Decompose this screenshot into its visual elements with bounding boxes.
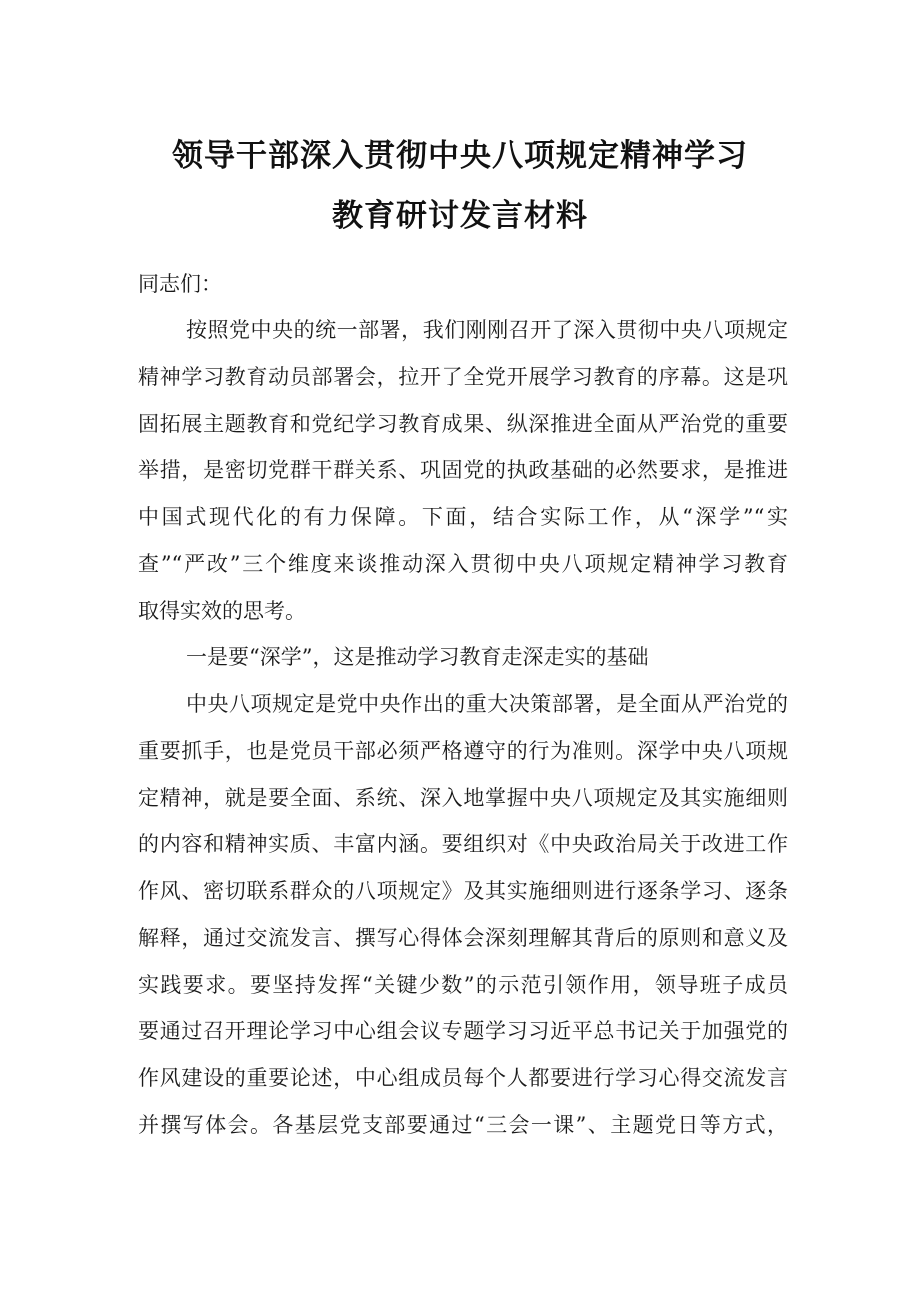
paragraph-1-line: 精神学习教育动员部署会，拉开了全党开展学习教育的序幕。这是巩 <box>138 365 788 389</box>
paragraph-1-line: 举措，是密切党群干群关系、巩固党的执政基础的必然要求，是推进 <box>138 458 788 482</box>
paragraph-2-line: 实践要求。要坚持发挥“关键少数”的示范引领作用，领导班子成员 <box>138 973 788 997</box>
paragraph-2-line: 解释，通过交流发言、撰写心得体会深刻理解其背后的原则和意义及 <box>138 926 788 950</box>
salutation: 同志们： <box>138 272 222 296</box>
paragraph-2-line: 定精神，就是要全面、系统、深入地掌握中央八项规定及其实施细则 <box>138 786 788 810</box>
paragraph-2-line: 作风建设的重要论述，中心组成员每个人都要进行学习心得交流发言 <box>138 1066 788 1090</box>
paragraph-2-line: 中央八项规定是党中央作出的重大决策部署，是全面从严治党的 <box>186 692 788 716</box>
section-heading-1: 一是要“深学”，这是推动学习教育走深走实的基础 <box>186 645 649 669</box>
paragraph-1-line: 中国式现代化的有力保障。下面，结合实际工作，从“深学”“实 <box>138 505 788 529</box>
paragraph-1-line: 查”“严改”三个维度来谈推动深入贯彻中央八项规定精神学习教育 <box>138 552 788 576</box>
paragraph-1-line: 按照党中央的统一部署，我们刚刚召开了深入贯彻中央八项规定 <box>186 318 788 342</box>
paragraph-2-line: 并撰写体会。各基层党支部要通过“三会一课”、主题党日等方式， <box>138 1113 788 1137</box>
paragraph-2-line: 重要抓手，也是党员干部必须严格遵守的行为准则。深学中央八项规 <box>138 739 788 763</box>
paragraph-2-line: 作风、密切联系群众的八项规定》及其实施细则进行逐条学习、逐条 <box>138 879 788 903</box>
paragraph-1-line: 取得实效的思考。 <box>138 599 306 623</box>
paragraph-2-line: 要通过召开理论学习中心组会议专题学习习近平总书记关于加强党的 <box>138 1019 788 1043</box>
document-title-line-2: 教育研讨发言材料 <box>332 198 588 234</box>
document-title-line-1: 领导干部深入贯彻中央八项规定精神学习 <box>172 138 748 174</box>
paragraph-1-line: 固拓展主题教育和党纪学习教育成果、纵深推进全面从严治党的重要 <box>138 412 788 436</box>
paragraph-2-line: 的内容和精神实质、丰富内涵。要组织对《中央政治局关于改进工作 <box>138 832 788 856</box>
